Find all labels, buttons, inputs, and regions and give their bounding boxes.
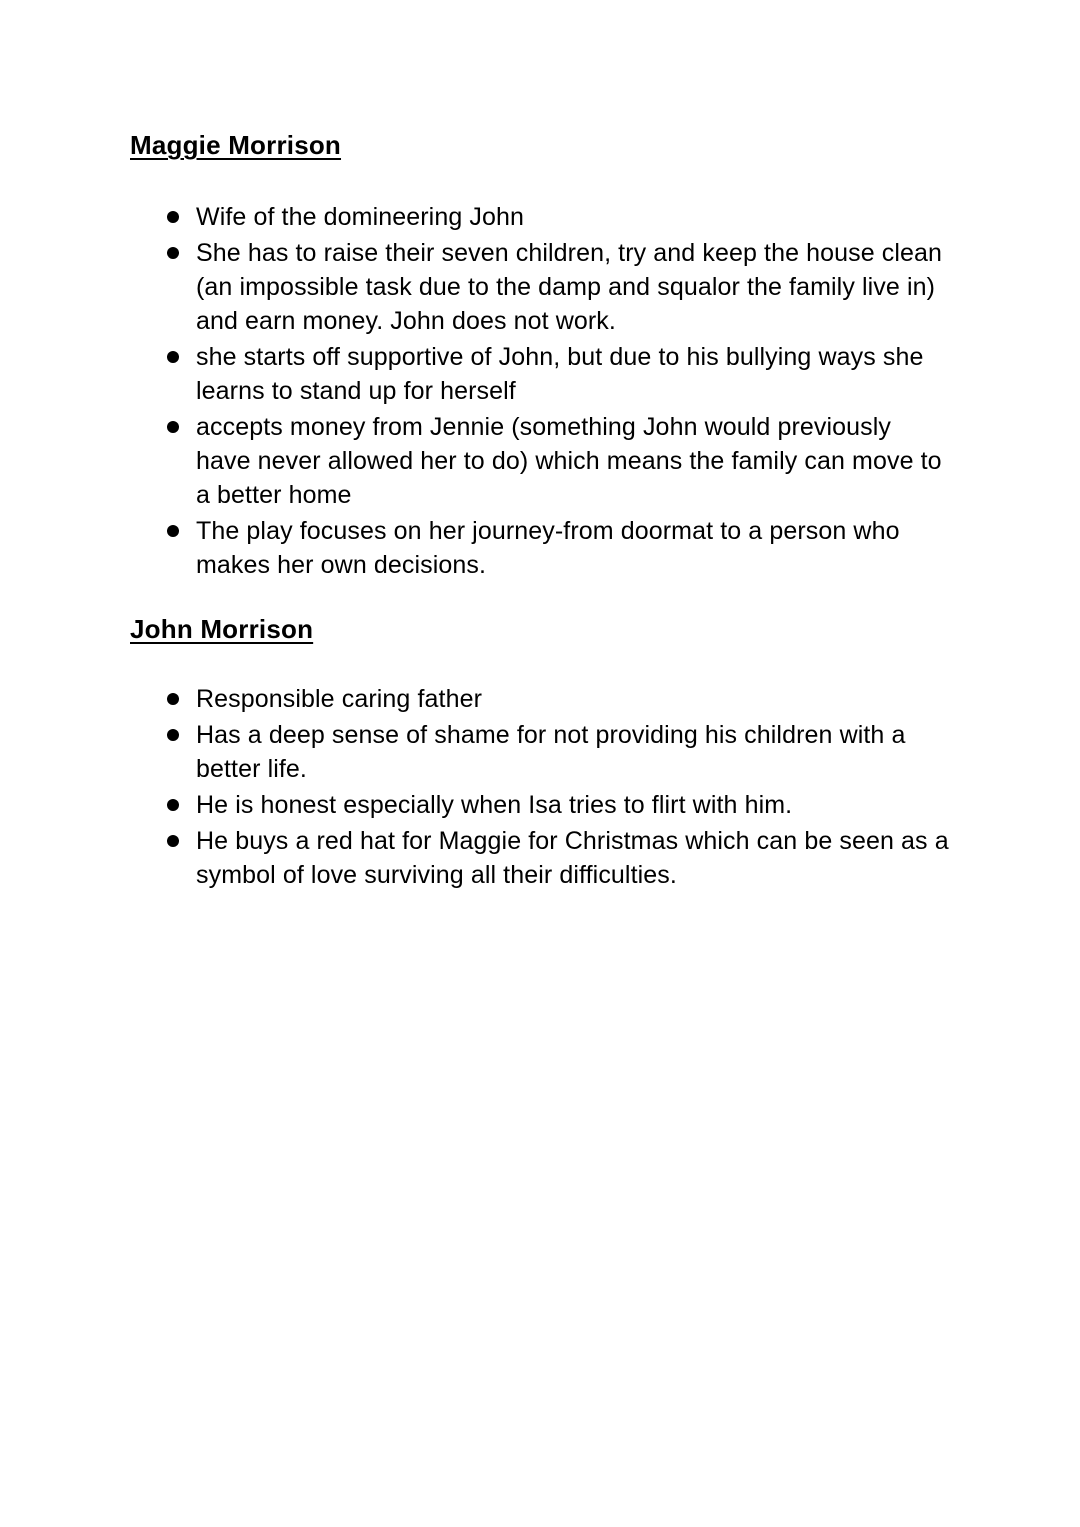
list-item — [130, 824, 950, 892]
bullet-icon — [167, 351, 179, 363]
list-item-text: she starts off supportive of John, but due to his bullying ways she learns to stand up for herself — [196, 343, 924, 405]
list-item-text: Has a deep sense of shame for not providing his children with a better life. — [196, 721, 906, 783]
list-item — [130, 200, 950, 234]
bullet-icon — [167, 693, 179, 705]
list-item-text: The play focuses on her journey-from doormat to a person who makes her own decisions. — [196, 517, 900, 579]
section-john-morrison — [130, 612, 950, 894]
bullet-icon — [167, 211, 179, 223]
bullet-icon — [167, 729, 179, 741]
list-item — [130, 514, 950, 582]
list-item — [130, 788, 950, 822]
bullet-icon — [167, 247, 179, 259]
section-heading: Maggie Morrison — [130, 130, 342, 160]
list-item — [130, 340, 950, 408]
bullet-list — [130, 200, 950, 582]
list-item-text: Responsible caring father — [196, 685, 482, 713]
bullet-list — [130, 682, 950, 892]
list-item-text: Wife of the domineering John — [196, 203, 524, 231]
list-item — [130, 236, 950, 338]
list-item-text: He buys a red hat for Maggie for Christmas which can be seen as a symbol of love surviving all their difficulties. — [196, 827, 949, 889]
list-item-text: He is honest especially when Isa tries to flirt with him. — [196, 791, 793, 819]
bullet-icon — [167, 799, 179, 811]
list-item — [130, 682, 950, 716]
section-heading: John Morrison — [130, 614, 314, 644]
list-item — [130, 410, 950, 512]
list-item — [130, 718, 950, 786]
bullet-icon — [167, 835, 179, 847]
section-maggie-morrison — [130, 128, 950, 584]
bullet-icon — [167, 525, 179, 537]
list-item-text: She has to raise their seven children, try and keep the house clean (an impossible task due to the damp and squalor the family live in) and earn money. John does not work. — [196, 239, 943, 335]
list-item-text: accepts money from Jennie (something John would previously have never allowed her to do) which means the family can move to a better home — [196, 413, 942, 509]
bullet-icon — [167, 421, 179, 433]
